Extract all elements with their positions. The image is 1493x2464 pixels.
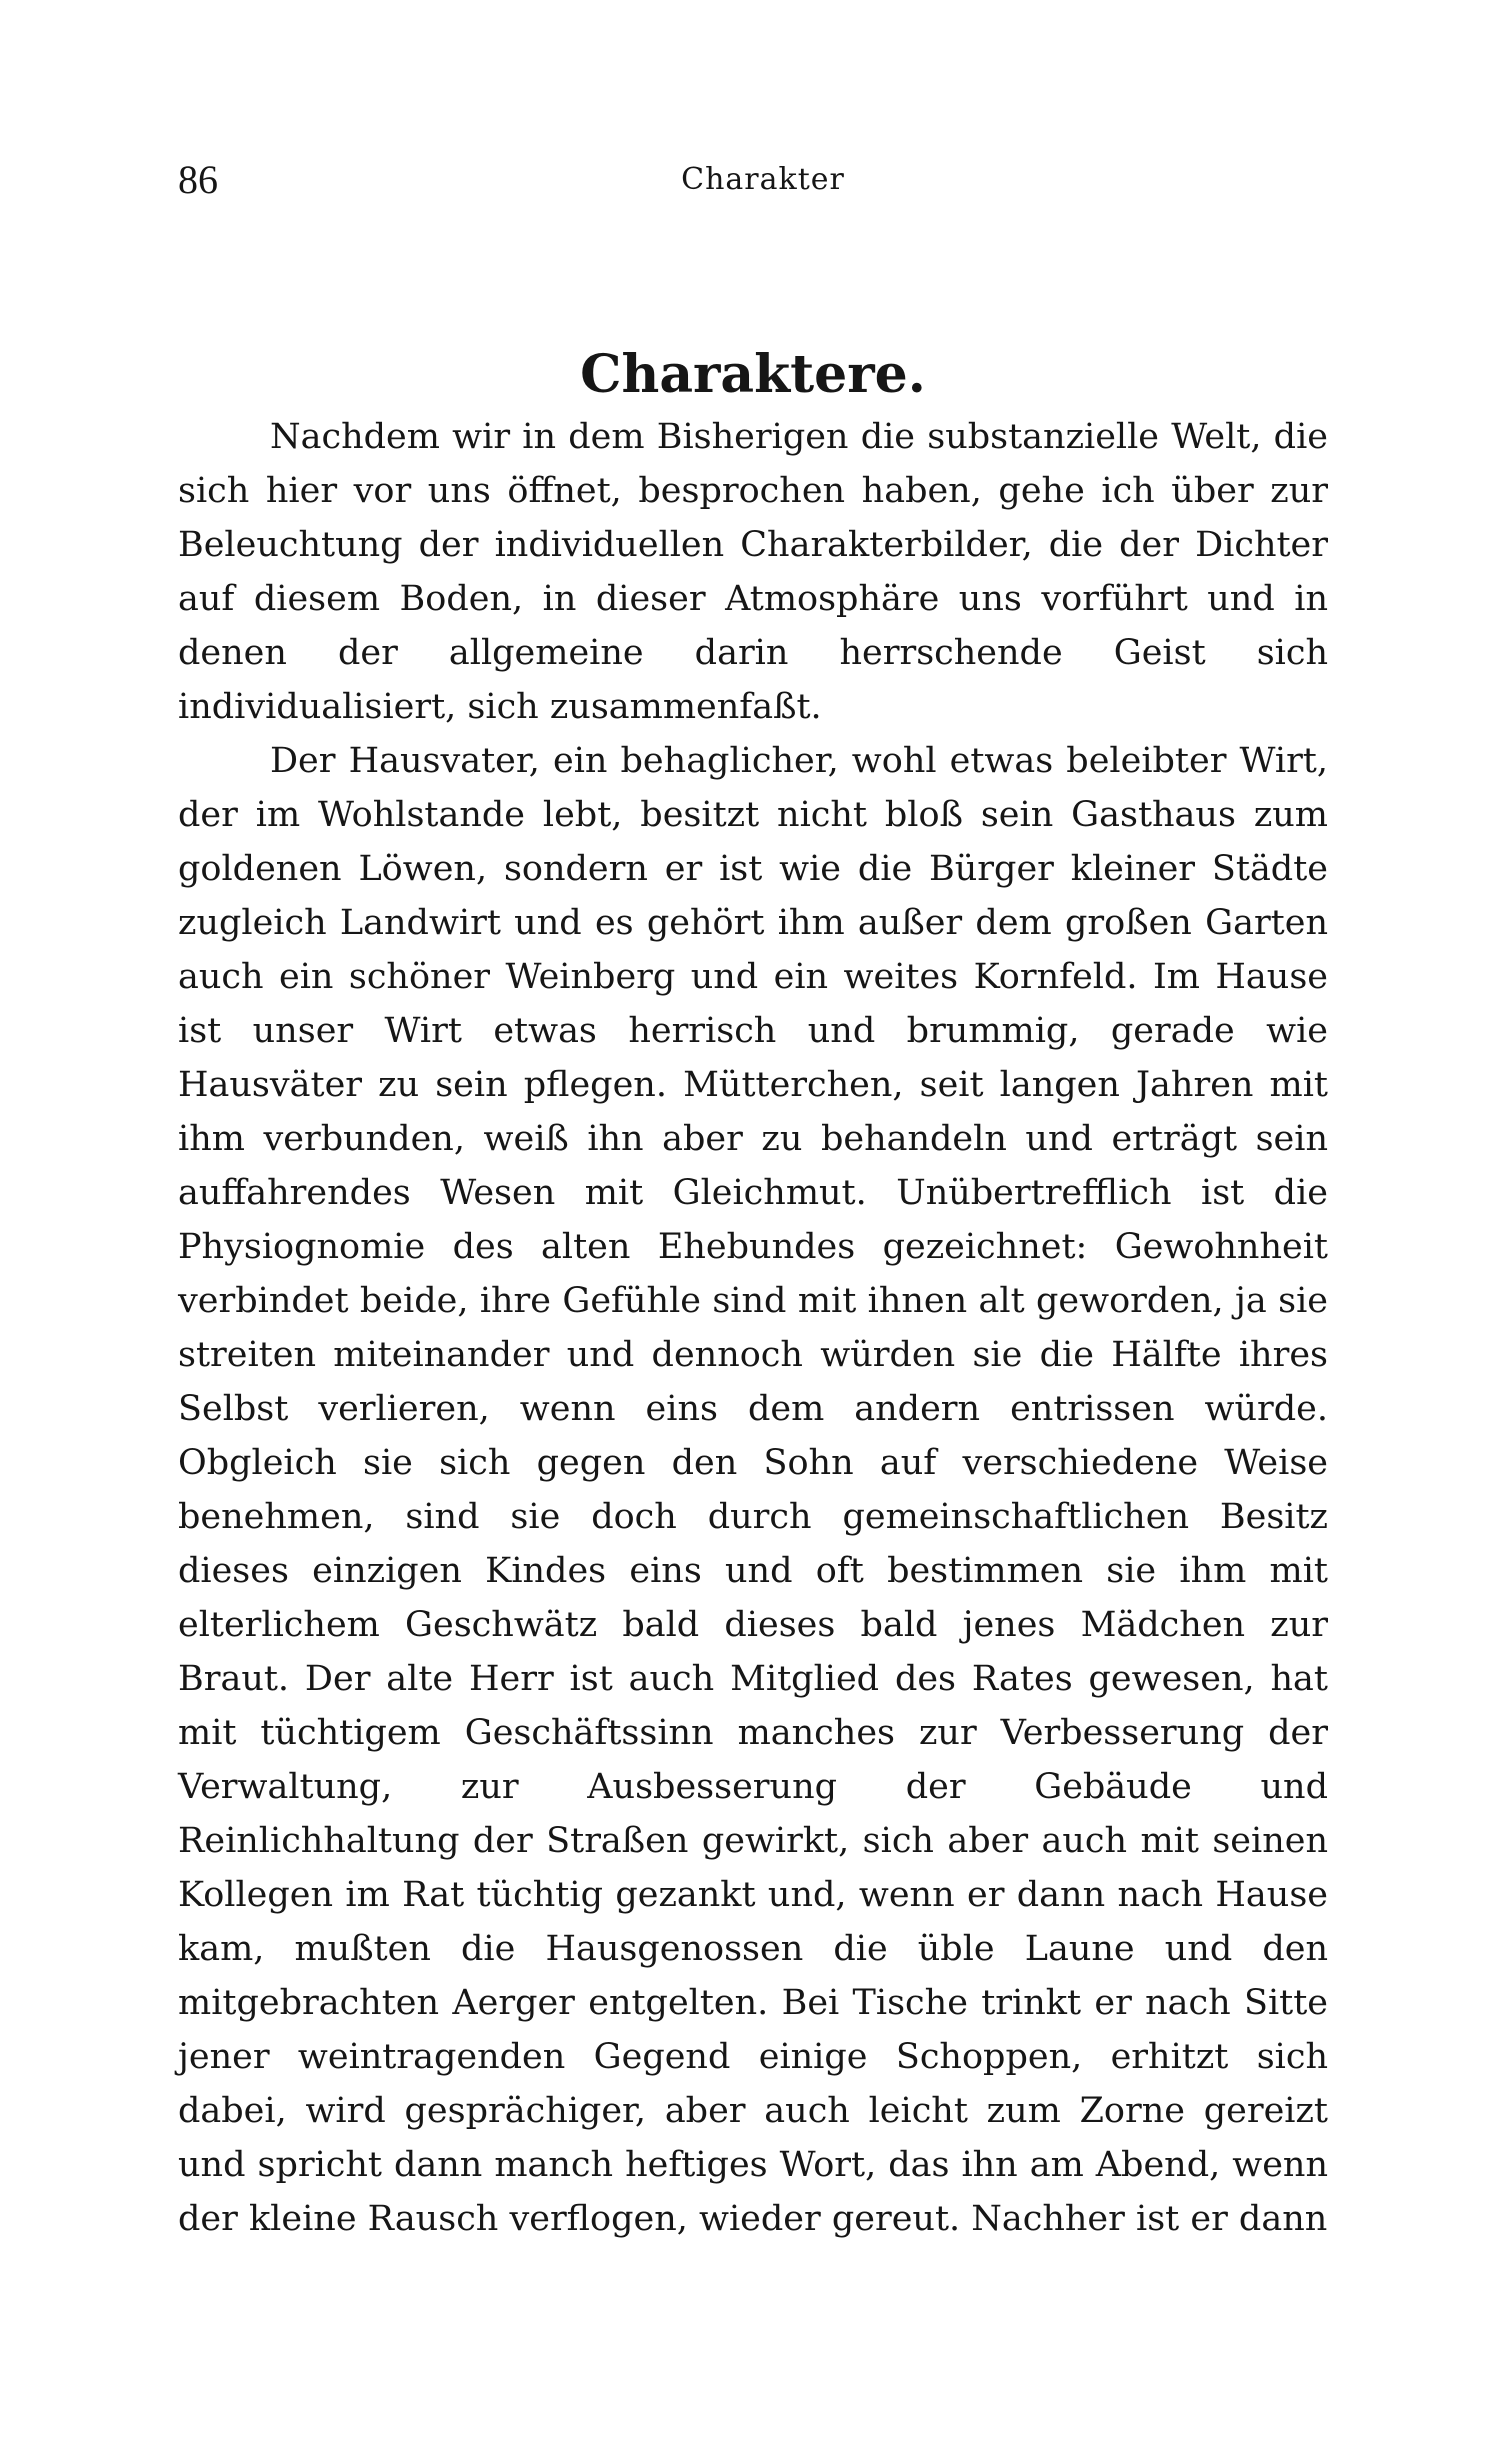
running-title: Charakter — [681, 162, 845, 197]
paragraph: Der Hausvater, ein behaglicher, wohl etwas beleibter Wirt, der im Wohlstande lebt, besitzt nicht bloß sein Gasthaus zum goldenen Löwen, sondern er ist wie die Bürger kleiner Städte zugleich Landwirt und es gehört ihm außer dem großen Garten auch ein schöner Weinberg und ein weites Kornfeld. Im Hause ist unser Wirt etwas herrisch und brummig, gerade wie Hausväter zu sein pflegen. Mütterchen, seit langen Jahren mit ihm verbunden, weiß ihn aber zu behandeln und erträgt sein auffahrendes Wesen mit Gleichmut. Unübertrefflich ist die Physiognomie des alten Ehebundes gezeichnet: Gewohnheit verbindet beide, ihre Gefühle sind mit ihnen alt geworden, ja sie streiten miteinander und dennoch würden sie die Hälfte ihres Selbst verlieren, wenn eins dem andern entrissen würde. Obgleich sie sich gegen den Sohn auf verschiedene Weise benehmen, sind sie doch durch gemeinschaftlichen Besitz dieses einzigen Kindes eins und oft bestimmen sie ihm mit elterlichem Geschwätz bald dieses bald jenes Mädchen zur Braut. Der alte Herr ist auch Mitglied des Rates gewesen, hat mit tüchtigem Geschäftssinn manches zur Verbesserung der Verwaltung, zur Ausbesserung der Gebäude und Reinlichhaltung der Straßen gewirkt, sich aber auch mit seinen Kollegen im Rat tüchtig gezankt und, wenn er dann nach Hause kam, mußten die Hausgenossen die üble Laune und den mitgebrachten Aerger entgelten. Bei Tische trinkt er nach Sitte jener weintragenden Gegend einige Schoppen, erhitzt sich dabei, wird gesprächiger, aber auch leicht zum Zorne gereizt und spricht dann manch heftiges Wort, das ihn am Abend, wenn der kleine Rausch verflogen, wieder gereut. Nachher ist er dann — [178, 741, 1328, 2239]
chapter-title: Charaktere. — [580, 343, 926, 405]
body-text — [178, 410, 1328, 2246]
running-head — [178, 150, 1328, 210]
paragraph: Nachdem wir in dem Bisherigen die substanzielle Welt, die sich hier vor uns öffnet, besprochen haben, gehe ich über zur Beleuchtung der individuellen Charakterbilder, die der Dichter auf diesem Boden, in dieser Atmosphäre uns vorführt und in denen der allgemeine darin herrschende Geist sich individualisiert, sich zusammenfaßt. — [178, 417, 1328, 727]
page-number: 86 — [178, 157, 218, 202]
